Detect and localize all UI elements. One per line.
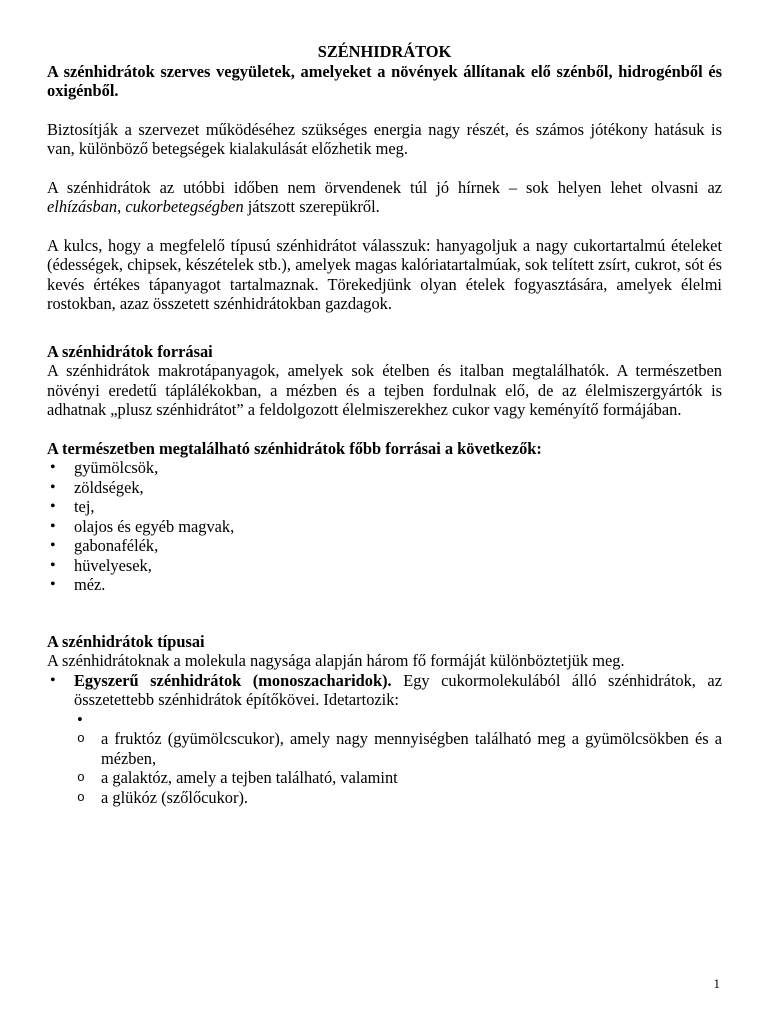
section-types-heading: A szénhidrátok típusai [47,631,205,651]
reputation-separator: , [117,197,126,216]
list-item: o a fruktóz (gyümölcscukor), amely nagy mennyiségben található meg a gyümölcsökben és a mézben, [74,729,722,768]
monosaccharide-list [47,710,722,808]
paragraph-energy: Biztosítják a szervezet működéséhez szükséges energia nagy részét, és számos jótékony hatásuk is van, különböző betegségek kialakulását előzhetik meg. [47,119,722,158]
list-item: • méz. [47,575,722,595]
simple-carbs-label: Egyszerű szénhidrátok (monoszacharidok). [74,670,392,690]
page-number: 1 [713,976,720,991]
section-sources-text: A szénhidrátok makrotápanyagok, amelyek sok ételben és italban megtalálhatók. A természetben növényi eredetű táplálékokban, a mézben és a tejben fordulnak elő, de az élelmiszergyártók is adhatnak „plusz szénhidrátot” a feldolgozott élelmiszerekhez cukor vagy keményítő formájában. [47,361,722,419]
list-item-simple-carbs [47,671,722,710]
list-item: • tej, [47,497,722,517]
intro-paragraph: A szénhidrátok szerves vegyületek, amelyeket a növények állítanak elő szénből, hidrogénből és oxigénből. [47,61,722,100]
list-item: • hüvelyesek, [47,556,722,576]
document-title: SZÉNHIDRÁTOK [317,42,452,61]
reputation-text-2: játszott szerepükről. [243,197,380,216]
paragraph-key: A kulcs, hogy a megfelelő típusú szénhidrátot válasszuk: hanyagoljuk a nagy cukortartalmú ételeket (édességek, chipsek, készételek stb.), amelyek magas kalóriatartalmúak, sok telített zsírt, cukrot, sót és kevés értékes tápanyagot tartalmaznak. Törekedjünk olyan ételek fogyasztására, amelyek élelmi rostokban, azaz összetett szénhidrátokban gazdagok. [47,235,722,313]
reputation-em-diabetes: cukorbetegségben [125,197,244,216]
list-item-empty [74,710,722,730]
list-item: • gabonafélék, [47,536,722,556]
list-item: • gyümölcsök, [47,458,722,478]
list-item: • olajos és egyéb magvak, [47,517,722,537]
document-page [47,42,722,807]
simple-carbs-text: Egy cukormolekulából álló szénhidrátok, az összetettebb szénhidrátok építőkövei. Idetartozik: [74,670,722,709]
reputation-text-1: A szénhidrátok az utóbbi időben nem örvendenek túl jó hírnek – sok helyen lehet olvasni az [47,177,722,197]
list-item: • zöldségek, [47,478,722,498]
carbohydrate-types-list [47,671,722,710]
section-sources-heading: A szénhidrátok forrásai [47,341,213,361]
natural-sources-heading: A természetben megtalálható szénhidrátok főbb forrásai a következők: [47,438,542,458]
natural-sources-list [47,458,722,595]
list-item: o a glükóz (szőlőcukor). [74,788,722,808]
list-item: o a galaktóz, amely a tejben található, valamint [74,768,722,788]
reputation-em-obesity: elhízásban [47,197,118,216]
section-types-text: A szénhidrátoknak a molekula nagysága alapján három fő formáját különböztetjük meg. [47,651,625,670]
paragraph-reputation [47,178,722,217]
